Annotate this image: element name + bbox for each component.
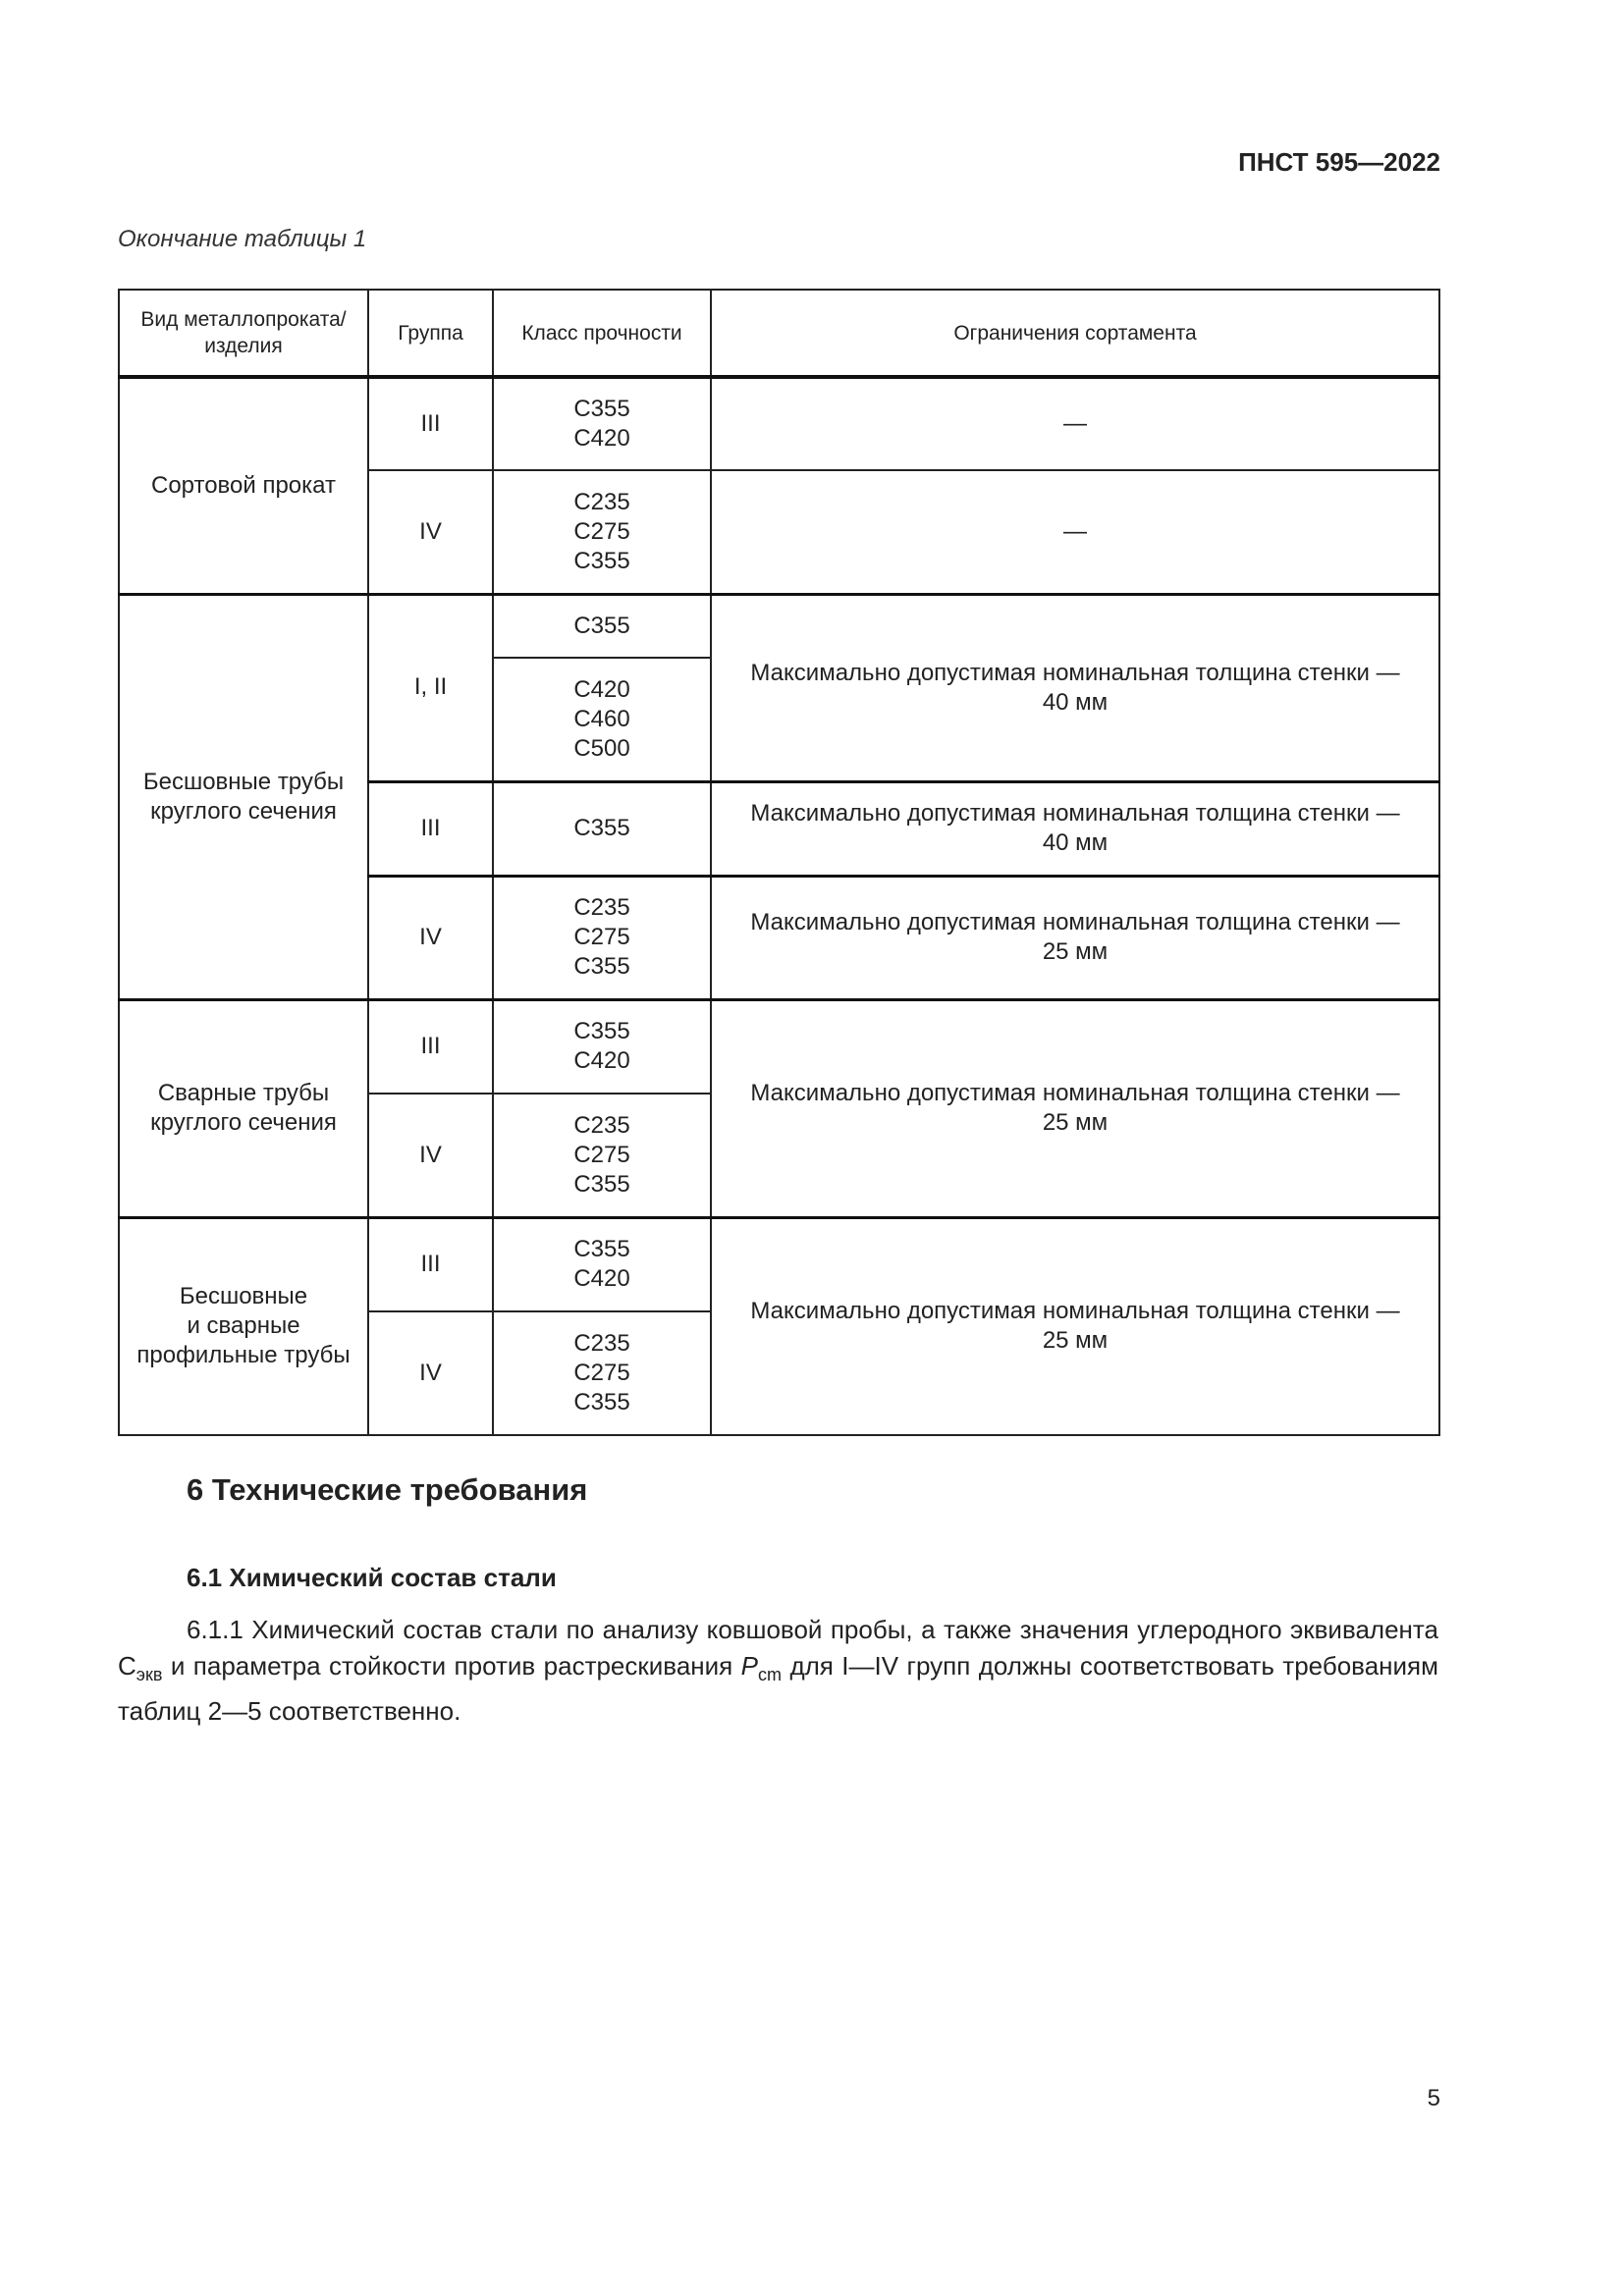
- subscript-cm: cm: [758, 1665, 783, 1685]
- group-cell: IV: [368, 876, 493, 999]
- strength-class-cell: С235 С275 С355: [493, 1094, 711, 1217]
- table-row: [119, 377, 1439, 470]
- table-row: [119, 999, 1439, 1094]
- column-header-assortment-limits: Ограничения сортамента: [711, 290, 1439, 377]
- para-text: 6.1.1 Химический состав стали по анализу ковшовой пробы, а также значения углеродного эквивалента С: [118, 1615, 1438, 1681]
- subsection-title: 6.1 Химический состав стали: [187, 1563, 557, 1592]
- column-header-strength-class: Класс прочности: [493, 290, 711, 377]
- product-type-cell: Сварные трубы круглого сечения: [119, 999, 368, 1217]
- product-type-cell: Сортовой прокат: [119, 377, 368, 594]
- product-type-cell: Бесшовные трубы круглого сечения: [119, 594, 368, 999]
- limit-cell: Максимально допустимая номинальная толщина стенки — 40 мм: [711, 594, 1439, 781]
- para-text: и параметра стойкости против растрескивания: [162, 1651, 741, 1681]
- column-header-group: Группа: [368, 290, 493, 377]
- strength-class-cell: С355 С420: [493, 999, 711, 1094]
- para-text: для I—IV групп должны соответствовать требованиям таблиц 2—5 соответственно.: [118, 1651, 1438, 1727]
- strength-class-cell: С235 С275 С355: [493, 1311, 711, 1435]
- limit-cell: —: [711, 470, 1439, 594]
- group-cell: IV: [368, 1311, 493, 1435]
- table-row: [119, 594, 1439, 658]
- strength-class-cell: С235 С275 С355: [493, 876, 711, 999]
- group-cell: III: [368, 781, 493, 876]
- group-cell: III: [368, 377, 493, 470]
- limit-cell: —: [711, 377, 1439, 470]
- group-cell: IV: [368, 470, 493, 594]
- strength-class-cell: С355 С420: [493, 1217, 711, 1311]
- document-code: ПНСТ 595—2022: [1238, 147, 1440, 177]
- group-cell: IV: [368, 1094, 493, 1217]
- symbol-p: P: [740, 1651, 759, 1681]
- assortment-table: [118, 289, 1440, 1436]
- limit-cell: Максимально допустимая номинальная толщина стенки — 25 мм: [711, 1217, 1439, 1435]
- limit-cell: Максимально допустимая номинальная толщина стенки — 25 мм: [711, 999, 1439, 1217]
- group-cell: III: [368, 999, 493, 1094]
- page-number: 5: [1427, 2085, 1440, 2111]
- group-cell: III: [368, 1217, 493, 1311]
- section-title: 6 Технические требования: [187, 1472, 588, 1507]
- strength-class-cell: С355: [493, 781, 711, 876]
- strength-class-cell: С420 С460 С500: [493, 658, 711, 781]
- table-caption: Окончание таблицы 1: [118, 226, 367, 252]
- strength-class-cell: С355: [493, 594, 711, 658]
- column-header-product-type: Вид металлопроката/ изделия: [119, 290, 368, 377]
- strength-class-cell: С355 С420: [493, 377, 711, 470]
- subscript-ekv: экв: [135, 1665, 163, 1685]
- limit-cell: Максимально допустимая номинальная толщина стенки — 40 мм: [711, 781, 1439, 876]
- table-header-row: [119, 290, 1439, 377]
- table-row: [119, 1217, 1439, 1311]
- strength-class-cell: С235 С275 С355: [493, 470, 711, 594]
- limit-cell: Максимально допустимая номинальная толщина стенки — 25 мм: [711, 876, 1439, 999]
- group-cell: I, II: [368, 594, 493, 781]
- paragraph-6-1-1: [118, 1612, 1438, 1730]
- product-type-cell: Бесшовные и сварные профильные трубы: [119, 1217, 368, 1435]
